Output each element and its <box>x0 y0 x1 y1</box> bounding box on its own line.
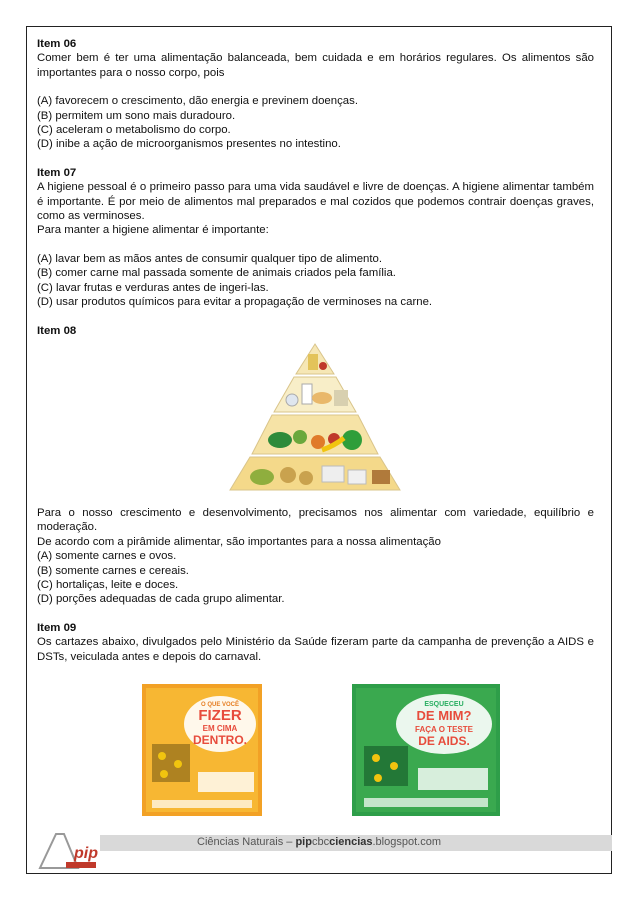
item-07-title: Item 07 <box>37 166 77 179</box>
item-07-option-d[interactable]: (D) usar produtos químicos para evitar a propagação de verminoses na carne. <box>37 296 433 309</box>
footer-text <box>0 836 638 848</box>
item-08-option-d[interactable]: (D) porções adequadas de cada grupo alimentar. <box>37 593 285 606</box>
logo-text: pip <box>74 845 98 862</box>
campaign-posters <box>142 684 502 816</box>
document-content <box>37 37 594 664</box>
footer-brand-mid: cbc <box>311 836 330 848</box>
poster-right-line2: DE MIM? <box>416 708 472 723</box>
item-08-option-a[interactable]: (A) somente carnes e ovos. <box>37 550 177 563</box>
item-09-title: Item 09 <box>37 621 77 634</box>
poster-right-line4: DE AIDS. <box>418 734 470 748</box>
footer-suffix: .blogspot.com <box>372 836 441 848</box>
poster-right-image <box>352 684 500 816</box>
item-08-prompt: De acordo com a pirâmide alimentar, são importantes para a nossa alimentação <box>37 535 441 548</box>
poster-left-line4: DENTRO. <box>193 733 247 747</box>
poster-right-line1: ESQUECEU <box>424 701 464 708</box>
item-07-option-b[interactable]: (B) comer carne mal passada somente de animais criados pela família. <box>37 267 396 280</box>
item-09-body: Os cartazes abaixo, divulgados pelo Ministério da Saúde fizeram parte da campanha de prevenção a AIDS e DSTs, veiculada antes e depois do carnaval. <box>37 636 594 663</box>
item-06-option-c[interactable]: (C) aceleram o metabolismo do corpo. <box>37 124 231 137</box>
item-08-body: Para o nosso crescimento e desenvolvimento, precisamos nos alimentar com variedade, equilíbrio e moderação. <box>37 506 594 534</box>
item-06-option-b[interactable]: (B) permitem um sono mais duradouro. <box>37 109 236 122</box>
poster-left-line3: EM CIMA <box>202 724 238 733</box>
food-pyramid-figure <box>37 342 594 494</box>
item-07-body: A higiene pessoal é o primeiro passo para uma vida saudável e livre de doenças. A higiene alimentar também é importante. É por meio de alimentos mal preparados e mal cozidos que podemos contrair doenças graves, como as verminoses. <box>37 181 594 223</box>
pip-logo <box>30 828 100 872</box>
food-pyramid-image <box>222 342 408 492</box>
item-06-option-a[interactable]: (A) favorecem o crescimento, dão energia e previnem doenças. <box>37 95 358 108</box>
poster-right-line3: FAÇA O TESTE <box>415 725 473 734</box>
item-06-body: Comer bem é ter uma alimentação balanceada, bem cuidada e em horários regulares. Os alimentos são importantes para o nosso corpo, pois <box>37 52 594 79</box>
item-08-option-b[interactable]: (B) somente carnes e cereais. <box>37 564 189 577</box>
item-08-option-c[interactable]: (C) hortaliças, leite e doces. <box>37 578 179 591</box>
item-06-option-d[interactable]: (D) inibe a ação de microorganismos presentes no intestino. <box>37 138 341 151</box>
poster-left-line1: O QUE VOCÊ <box>200 702 240 708</box>
footer-prefix: Ciências Naturais – <box>197 836 296 848</box>
poster-left-image <box>142 684 262 816</box>
footer-brand-bold: pip <box>295 836 312 848</box>
item-08-title: Item 08 <box>37 324 77 337</box>
item-07-option-c[interactable]: (C) lavar frutas e verduras antes de ingeri-las. <box>37 281 269 294</box>
poster-left-line2: FIZER <box>198 707 242 724</box>
item-07-prompt: Para manter a higiene alimentar é importante: <box>37 224 269 237</box>
footer-brand-bold2: ciencias <box>329 836 373 848</box>
item-07-option-a[interactable]: (A) lavar bem as mãos antes de consumir qualquer tipo de alimento. <box>37 252 383 265</box>
item-06-title: Item 06 <box>37 38 77 50</box>
